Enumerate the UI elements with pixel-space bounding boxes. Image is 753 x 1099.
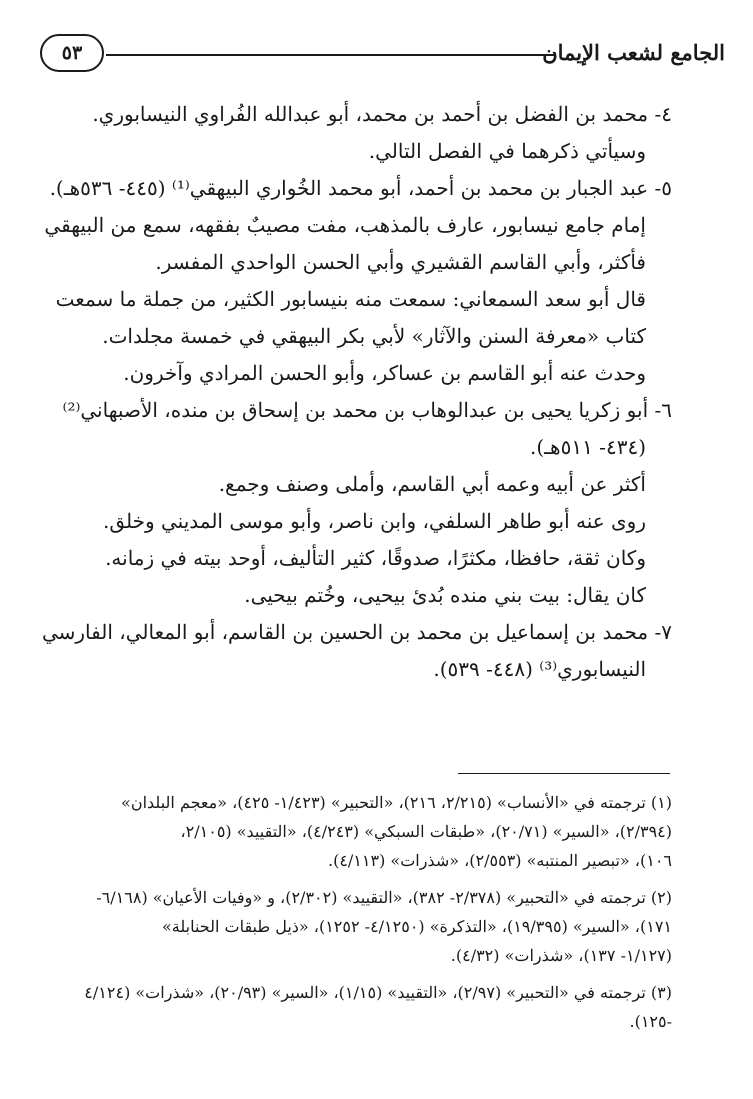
footnote-line: -١٢٥). xyxy=(629,1012,672,1031)
body-line: ٦- أبو زكريا يحيى بن عبدالوهاب بن محمد بن إسحاق بن منده، الأصبهاني⁽²⁾ xyxy=(62,398,672,422)
footnote-line: ١٠٦)، «تبصير المنتبه» (٢/٥٥٣)، «شذرات» (٤/١١٣). xyxy=(327,851,672,870)
footnote-line: (٣) ترجمته في «التحبير» (٢/٩٧)، «التقييد» (١/١٥)، «السير» (٢٠/٩٣)، «شذرات» (٤/١٢٤ xyxy=(84,983,672,1002)
body-line: كان يقال: بيت بني منده بُدئ بيحيى، وخُتم بيحيى. xyxy=(244,583,646,607)
footnote xyxy=(50,788,672,875)
body-line: ٥- عبد الجبار بن محمد بن أحمد، أبو محمد الخُواري البيهقي⁽¹⁾ (٤٤٥- ٥٣٦هـ). xyxy=(49,176,672,200)
footnote-line: (١/١٢٧- ١٣٧)، «شذرات» (٤/٣٢). xyxy=(450,946,672,965)
body-line: أكثر عن أبيه وعمه أبي القاسم، وأملى وصنف وجمع. xyxy=(218,472,646,496)
body-line: وسيأتي ذكرهما في الفصل التالي. xyxy=(368,139,646,163)
running-title: الجامع لشعب الإيمان xyxy=(542,40,725,65)
body-line: كتاب «معرفة السنن والآثار» لأبي بكر البيهقي في خمسة مجلدات. xyxy=(102,324,646,348)
body-line: وحدث عنه أبو القاسم بن عساكر، وأبو الحسن المرادي وآخرون. xyxy=(123,361,646,385)
body-line: قال أبو سعد السمعاني: سمعت منه بنيسابور الكثير، من جملة ما سمعت xyxy=(55,287,646,311)
footnote-line: (٢/٣٩٤)، «السير» (٢٠/٧١)، «طبقات السبكي» (٤/٢٤٣)، «التقييد» (٢/١٠٥، xyxy=(180,822,672,841)
body-line: وكان ثقة، حافظا، مكثرًا، صدوقًا، كثير التأليف، أوحد بيته في زمانه. xyxy=(105,546,646,570)
header-rule xyxy=(106,54,555,56)
footnote-line: (١) ترجمته في «الأنساب» (٢/٢١٥، ٢١٦)، «التحبير» (١/٤٢٣- ٤٢٥)، «معجم البلدان» xyxy=(121,793,672,812)
footnotes xyxy=(50,788,672,1044)
body-line: إمام جامع نيسابور، عارف بالمذهب، مفت مصيبٌ بفقهه، سمع من البيهقي xyxy=(44,213,646,237)
body-line: ٤- محمد بن الفضل بن أحمد بن محمد، أبو عبدالله الفُراوي النيسابوري. xyxy=(92,102,672,126)
body-line: النيسابوري⁽³⁾ (٤٤٨- ٥٣٩). xyxy=(433,657,646,681)
footnote xyxy=(50,883,672,970)
page-number-badge xyxy=(40,34,104,72)
footnote-separator xyxy=(458,773,670,774)
body-line: ٧- محمد بن إسماعيل بن محمد بن الحسين بن القاسم، أبو المعالي، الفارسي xyxy=(41,620,672,644)
body-line: (٤٣٤- ٥١١هـ). xyxy=(530,435,646,459)
footnote-line: (٢) ترجمته في «التحبير» (٢/٣٧٨- ٣٨٢)، «التقييد» (٢/٣٠٢)، و «وفيات الأعيان» (٦/١٦٨- xyxy=(96,888,672,907)
body-line: روى عنه أبو طاهر السلفي، وابن ناصر، وأبو موسى المديني وخلق. xyxy=(102,509,646,533)
page-number: ٥٣ xyxy=(61,42,83,64)
page-header xyxy=(40,34,725,78)
body-line: فأكثر، وأبي القاسم القشيري وأبي الحسن الواحدي المفسر. xyxy=(155,250,646,274)
footnote xyxy=(50,978,672,1036)
footnote-line: ١٧١)، «السير» (١٩/٣٩٥)، «التذكرة» (٤/١٢٥٠- ١٢٥٢)، «ذيل طبقات الحنابلة» xyxy=(161,917,672,936)
main-text xyxy=(41,96,672,688)
